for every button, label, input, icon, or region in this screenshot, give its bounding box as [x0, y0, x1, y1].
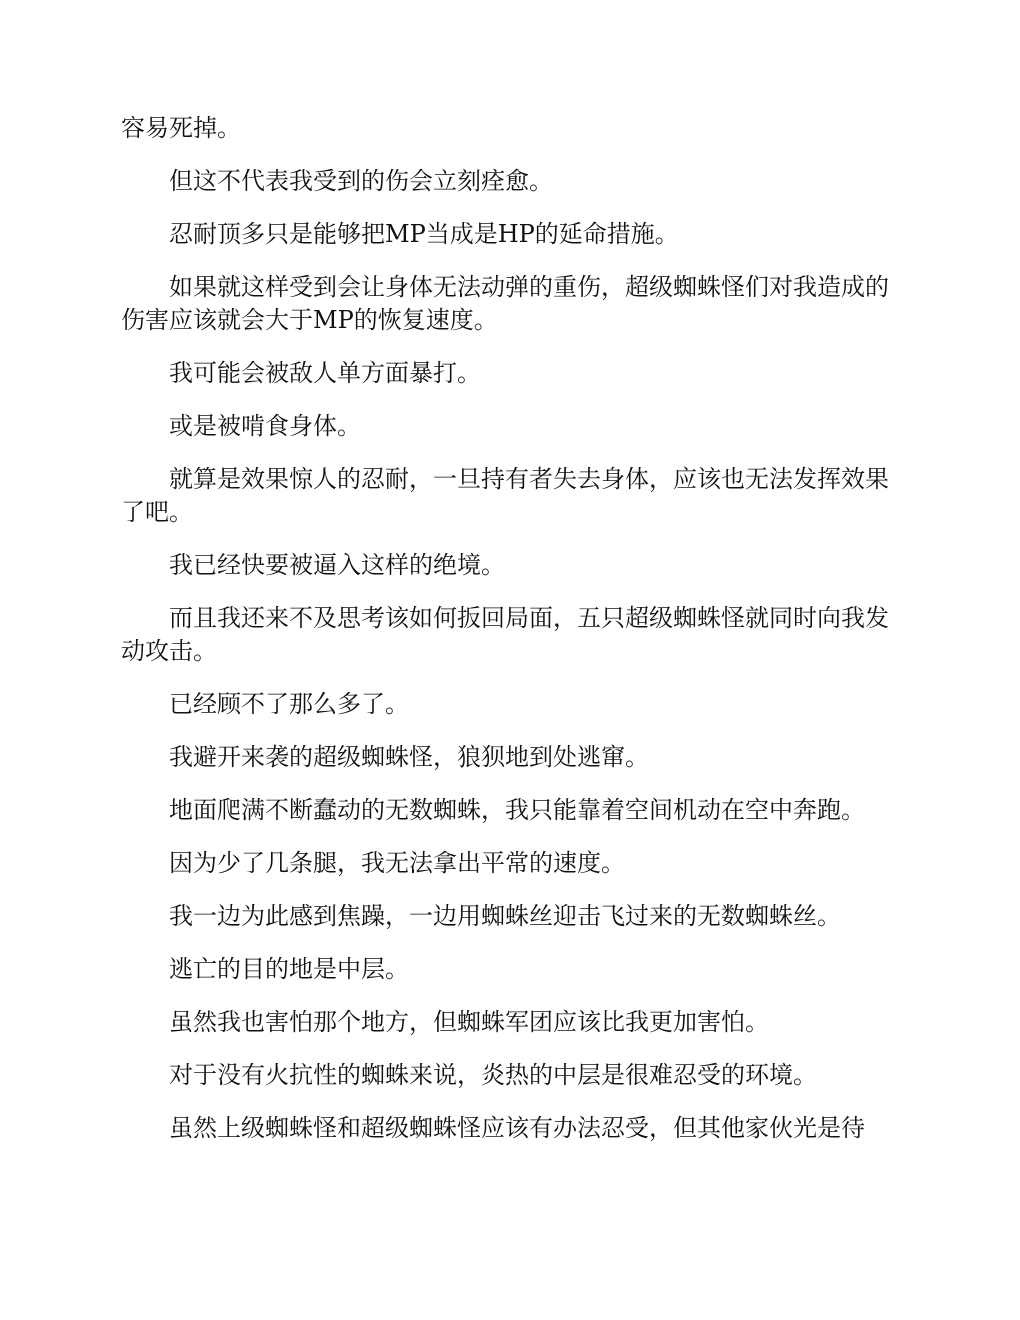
paragraph: 逃亡的目的地是中层。 [169, 955, 409, 983]
paragraph: 但这不代表我受到的伤会立刻痊愈。 [169, 167, 553, 195]
paragraph: 我已经快要被逼入这样的绝境。 [169, 551, 505, 579]
paragraph: 对于没有火抗性的蜘蛛来说，炎热的中层是很难忍受的环境。 [169, 1061, 817, 1089]
paragraph: 虽然我也害怕那个地方，但蜘蛛军团应该比我更加害怕。 [169, 1008, 769, 1036]
paragraph: 容易死掉。 [121, 114, 241, 142]
paragraph: 我可能会被敌人单方面暴打。 [169, 359, 481, 387]
paragraph: 地面爬满不断蠢动的无数蜘蛛，我只能靠着空间机动在空中奔跑。 [169, 796, 865, 824]
document-body [121, 112, 899, 1165]
paragraph: 或是被啃食身体。 [169, 412, 361, 440]
paragraph: 虽然上级蜘蛛怪和超级蜘蛛怪应该有办法忍受，但其他家伙光是待 [169, 1114, 865, 1142]
paragraph: 就算是效果惊人的忍耐，一旦持有者失去身体，应该也无法发挥效果了吧。 [121, 465, 889, 526]
paragraph: 而且我还来不及思考该如何扳回局面，五只超级蜘蛛怪就同时向我发动攻击。 [121, 604, 889, 665]
paragraph: 如果就这样受到会让身体无法动弹的重伤，超级蜘蛛怪们对我造成的伤害应该就会大于MP的恢复速度。 [121, 273, 889, 334]
paragraph: 我一边为此感到焦躁，一边用蜘蛛丝迎击飞过来的无数蜘蛛丝。 [169, 902, 841, 930]
paragraph: 已经顾不了那么多了。 [169, 690, 409, 718]
paragraph: 忍耐顶多只是能够把MP当成是HP的延命措施。 [169, 220, 679, 248]
paragraph: 因为少了几条腿，我无法拿出平常的速度。 [169, 849, 625, 877]
paragraph: 我避开来袭的超级蜘蛛怪，狼狈地到处逃窜。 [169, 743, 649, 771]
